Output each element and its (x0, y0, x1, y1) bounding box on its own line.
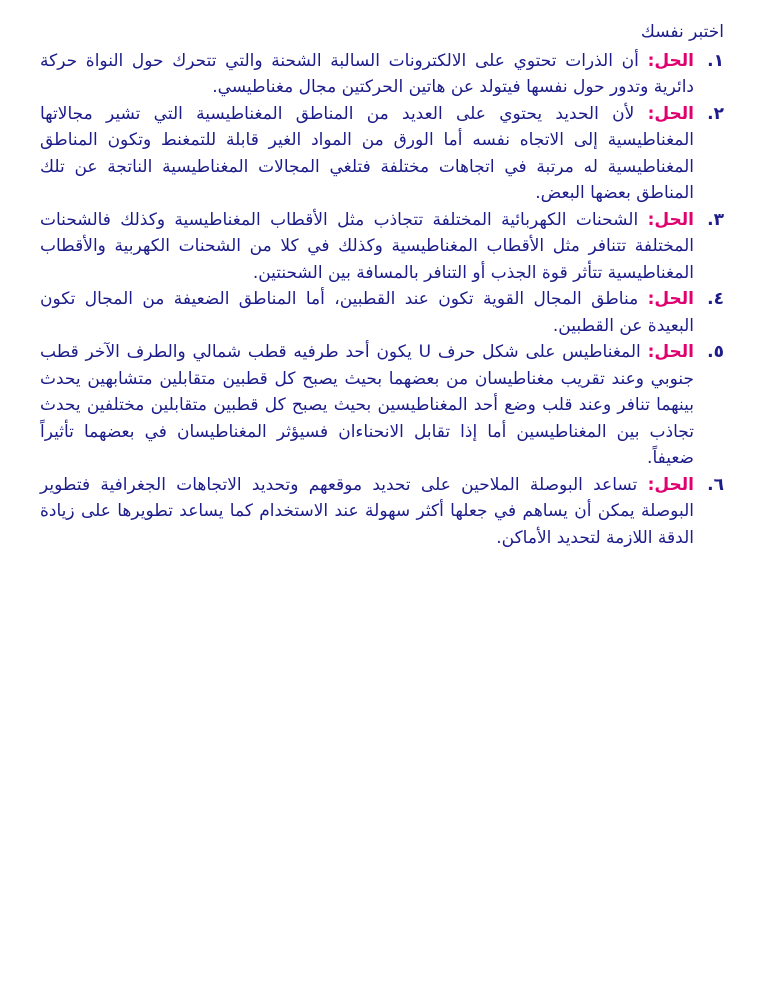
answer-label: الحل: (647, 209, 694, 230)
answer-label: الحل: (647, 289, 694, 309)
answer-item (40, 472, 724, 552)
answer-number: ٤. (707, 289, 724, 309)
answer-number: ٦. (707, 474, 724, 495)
answer-label: الحل: (647, 50, 694, 71)
answer-number: ١. (707, 50, 724, 71)
answer-number: ٥. (707, 342, 724, 362)
answer-item (40, 101, 724, 207)
answer-number: ٣. (707, 209, 724, 230)
answer-item (40, 339, 724, 472)
answer-item (40, 207, 724, 287)
answers-list (40, 48, 724, 552)
answer-text: مناطق المجال القوية تكون عند القطبين، أما المناطق الضعيفة من المجال تكون البعيدة عن القطبين. (40, 289, 694, 336)
answer-item (40, 286, 724, 339)
answer-number: ٢. (707, 103, 724, 124)
answer-item (40, 48, 724, 101)
answer-label: الحل: (647, 103, 694, 124)
answer-label: الحل: (647, 474, 694, 495)
answer-label: الحل: (647, 342, 694, 362)
answer-text: لأن الحديد يحتوي على العديد من المناطق المغناطيسية التي تشير مجالاتها المغناطيسية إلى الاتجاه نفسه أما الورق من المواد الغير قابلة للتمغنط وتكون المناطق المغناطيسية له مرتبة في اتجاهات مختلفة فتلغي المجالات المغناطيسية الناتجة عن تلك المناطق بعضها البعض. (40, 103, 694, 203)
answer-body (40, 48, 694, 101)
answer-body (40, 207, 694, 287)
answer-body (40, 472, 694, 552)
answer-text: الشحنات الكهربائية المختلفة تتجاذب مثل الأقطاب المغناطيسية وكذلك فالشحنات المختلفة تتنافر مثل الأقطاب المغناطيسية وكذلك في كلا من الشحنات الكهربية والأقطاب المغناطيسية تتأثر قوة الجذب أو التنافر بالمسافة بين الشحنتين. (40, 209, 694, 283)
answer-text: المغناطيس على شكل حرف U يكون أحد طرفيه قطب شمالي والطرف الآخر قطب جنوبي وعند تقريب مغناطيسان من بعضهما بحيث يصبح كل قطبين متقابلين متشابهين يحدث بينهما تنافر وعند قلب وضع أحد المغناطيسين بحيث يصبح كل قطبين متقابلين مختلفين يحدث تجاذب بين المغناطيسين أما إذا تقابل الانحناءان فسيؤثر المغناطيسان في بعضهما تأثيراً ضعيفاً. (40, 342, 694, 468)
answer-body (40, 101, 694, 207)
section-heading: اختبر نفسك (640, 22, 724, 42)
answer-body (40, 286, 694, 339)
answer-body (40, 339, 694, 472)
answer-text: أن الذرات تحتوي على الالكترونات السالبة الشحنة والتي تتحرك حول النواة حركة دائرية وتدور حول نفسها فيتولد عن هاتين الحركتين مجال مغناطيسي. (40, 50, 694, 97)
answer-text: تساعد البوصلة الملاحين على تحديد موقعهم وتحديد الاتجاهات الجغرافية فتطوير البوصلة يمكن أن يساهم في جعلها أكثر سهولة عند الاستخدام كما يساعد تطويرها على زيادة الدقة اللازمة لتحديد الأماكن. (40, 474, 694, 548)
